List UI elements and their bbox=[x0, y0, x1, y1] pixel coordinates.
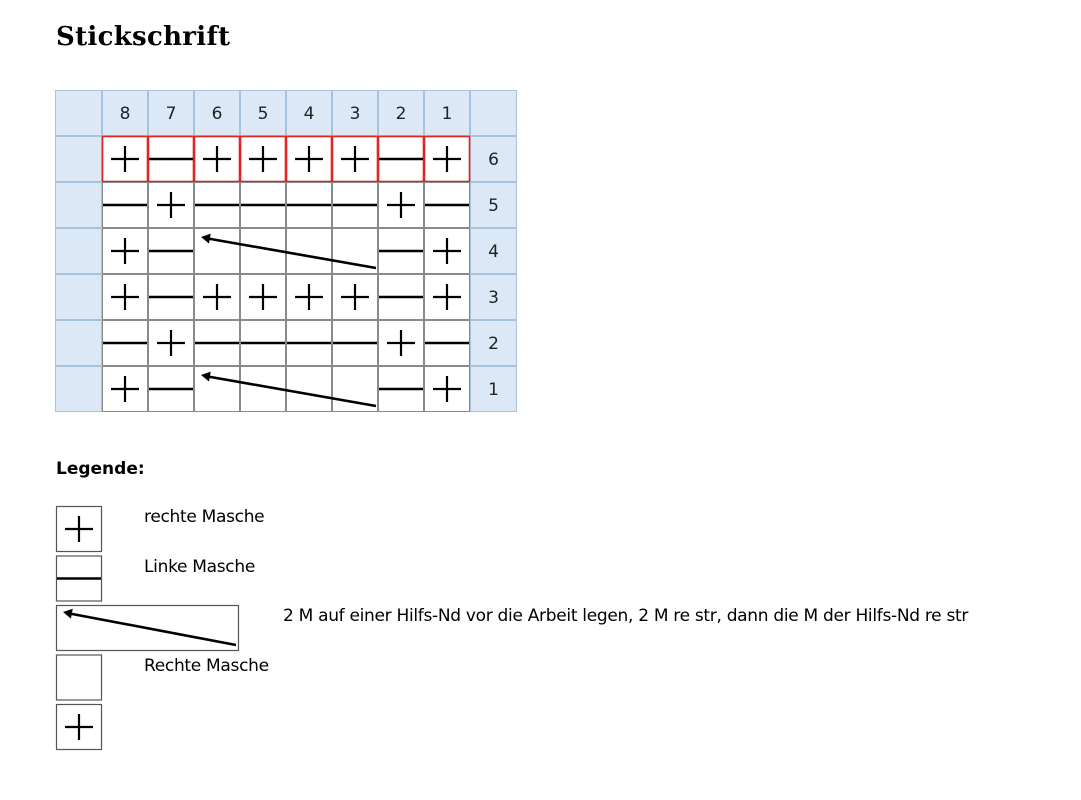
legend-title: Legende: bbox=[56, 459, 145, 479]
chart-title: Stickschrift bbox=[56, 22, 231, 52]
row-number: 5 bbox=[488, 196, 499, 216]
legend-symbol-box bbox=[57, 655, 102, 700]
column-number: 7 bbox=[165, 104, 177, 124]
column-number: 3 bbox=[349, 104, 361, 124]
legend-label: Rechte Masche bbox=[144, 655, 269, 676]
column-number: 4 bbox=[303, 104, 315, 124]
row-number: 4 bbox=[488, 242, 499, 262]
row-number: 1 bbox=[488, 380, 499, 400]
column-number: 2 bbox=[395, 104, 407, 124]
legend-label: Linke Masche bbox=[144, 556, 255, 577]
legend-label: 2 M auf einer Hilfs-Nd vor die Arbeit legen, 2 M re str, dann die M der Hilfs-Nd re str bbox=[283, 606, 969, 626]
column-number: 5 bbox=[257, 104, 269, 124]
column-number: 1 bbox=[441, 104, 453, 124]
legend-label: rechte Masche bbox=[144, 507, 265, 527]
row-number: 2 bbox=[488, 334, 499, 354]
column-number: 6 bbox=[211, 104, 223, 124]
row-number: 6 bbox=[488, 150, 499, 170]
column-number: 8 bbox=[119, 104, 131, 124]
row-number: 3 bbox=[488, 288, 499, 308]
